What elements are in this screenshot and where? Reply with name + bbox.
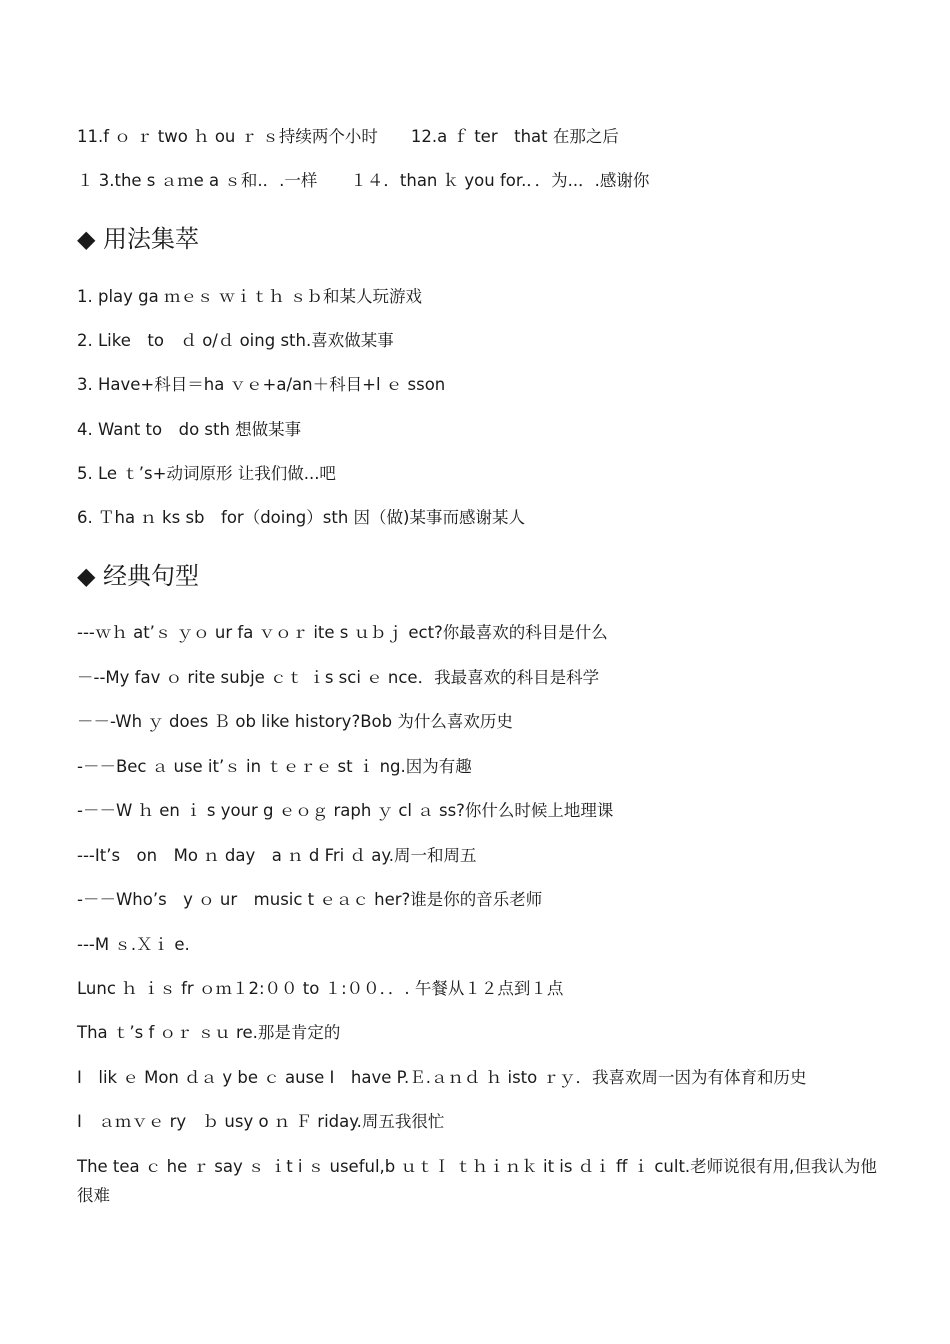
sentence-line-7: -－－Who’s y ｏ ur music t ｅａｃ her?谁是你的音乐老师: [77, 890, 543, 909]
sentence-line-1: ---ｗｈ at’ｓ ｙｏ ur fa ｖｏｒ ite s ｕｂｊ ect?你最喜欢的科目是什么: [77, 623, 608, 642]
sentence-line-3: －－-Wh ｙ does Ｂ ob like history?Bob 为什么喜欢历史: [77, 712, 513, 731]
sentences-title: 经典句型: [103, 562, 199, 590]
sentence-line-10: Tha ｔ’s f ｏｒ ｓｕ re.那是肯定的: [77, 1023, 341, 1042]
section-heading-usage: [77, 224, 199, 254]
sentence-line-13: The tea ｃ he ｒ say ｓ ｉt i ｓ useful,b ｕｔＩ ｔｈｉｎｋ it is ｄｉ ff ｉ cult.老师说很有用,但我认为他很难: [77, 1157, 877, 1205]
diamond-bullet-icon: ◆: [77, 225, 96, 253]
vocab-line-1: 11.f ｏ ｒ two ｈ ou ｒ ｓ持续两个小时 12.a ｆ ter that 在那之后: [77, 127, 619, 146]
sentence-line-9: Lunc ｈ ｉｓ fr ｏｍ１2:００ to １:００．．. 午餐从１２点到１点: [77, 979, 564, 998]
sentence-line-5: -－－W ｈ en ｉ s your g ｅｏｇ raph ｙ cl ａ ss?你什么时候上地理课: [77, 801, 614, 820]
usage-item-2: 2. Like to ｄ o/ｄ oing sth.喜欢做某事: [77, 331, 394, 350]
usage-item-3: 3. Have+科目＝ha ｖｅ+a/an＋科目+l ｅ sson: [77, 375, 446, 394]
sentence-line-8: ---M ｓ.Ｘｉ e.: [77, 935, 190, 954]
diamond-bullet-icon: ◆: [77, 562, 96, 590]
sentence-line-4: -－－Bec ａ use it’ｓ in ｔｅｒｅ st ｉ ng.因为有趣: [77, 757, 472, 776]
section-heading-sentences: [77, 561, 199, 591]
usage-item-6: 6. Ｔha ｎ ks sb for（doing）sth 因（做)某事而感谢某人: [77, 508, 525, 527]
usage-item-1: 1. play ga ｍｅｓ ｗｉｔｈ ｓｂ和某人玩游戏: [77, 287, 422, 306]
vocab-line-2: １ 3.the s ａｍe a ｓ和.．.一样 １４．than ｋ you for.．．为..．.感谢你: [77, 171, 650, 190]
sentence-line-12: I ａｍｖｅ ry ｂ usy o ｎ Ｆ riday.周五我很忙: [77, 1112, 445, 1131]
usage-item-5: 5. Le ｔ’s+动词原形 让我们做...吧: [77, 464, 336, 483]
sentence-line-11: I lik ｅ Mon ｄａ y be ｃ ause I have P.Ｅ.ａｎｄ ｈ isto ｒｙ．我喜欢周一因为有体育和历史: [77, 1068, 807, 1087]
usage-title: 用法集萃: [103, 225, 199, 253]
sentence-line-2: －--My fav ｏ rite subje ｃｔ ｉs sci ｅ nce．我最喜欢的科目是科学: [77, 668, 600, 687]
sentence-line-6: ---It’s on Mo ｎ day a ｎ d Fri ｄ ay.周一和周五: [77, 846, 477, 865]
usage-item-4: 4. Want to do sth 想做某事: [77, 420, 302, 439]
